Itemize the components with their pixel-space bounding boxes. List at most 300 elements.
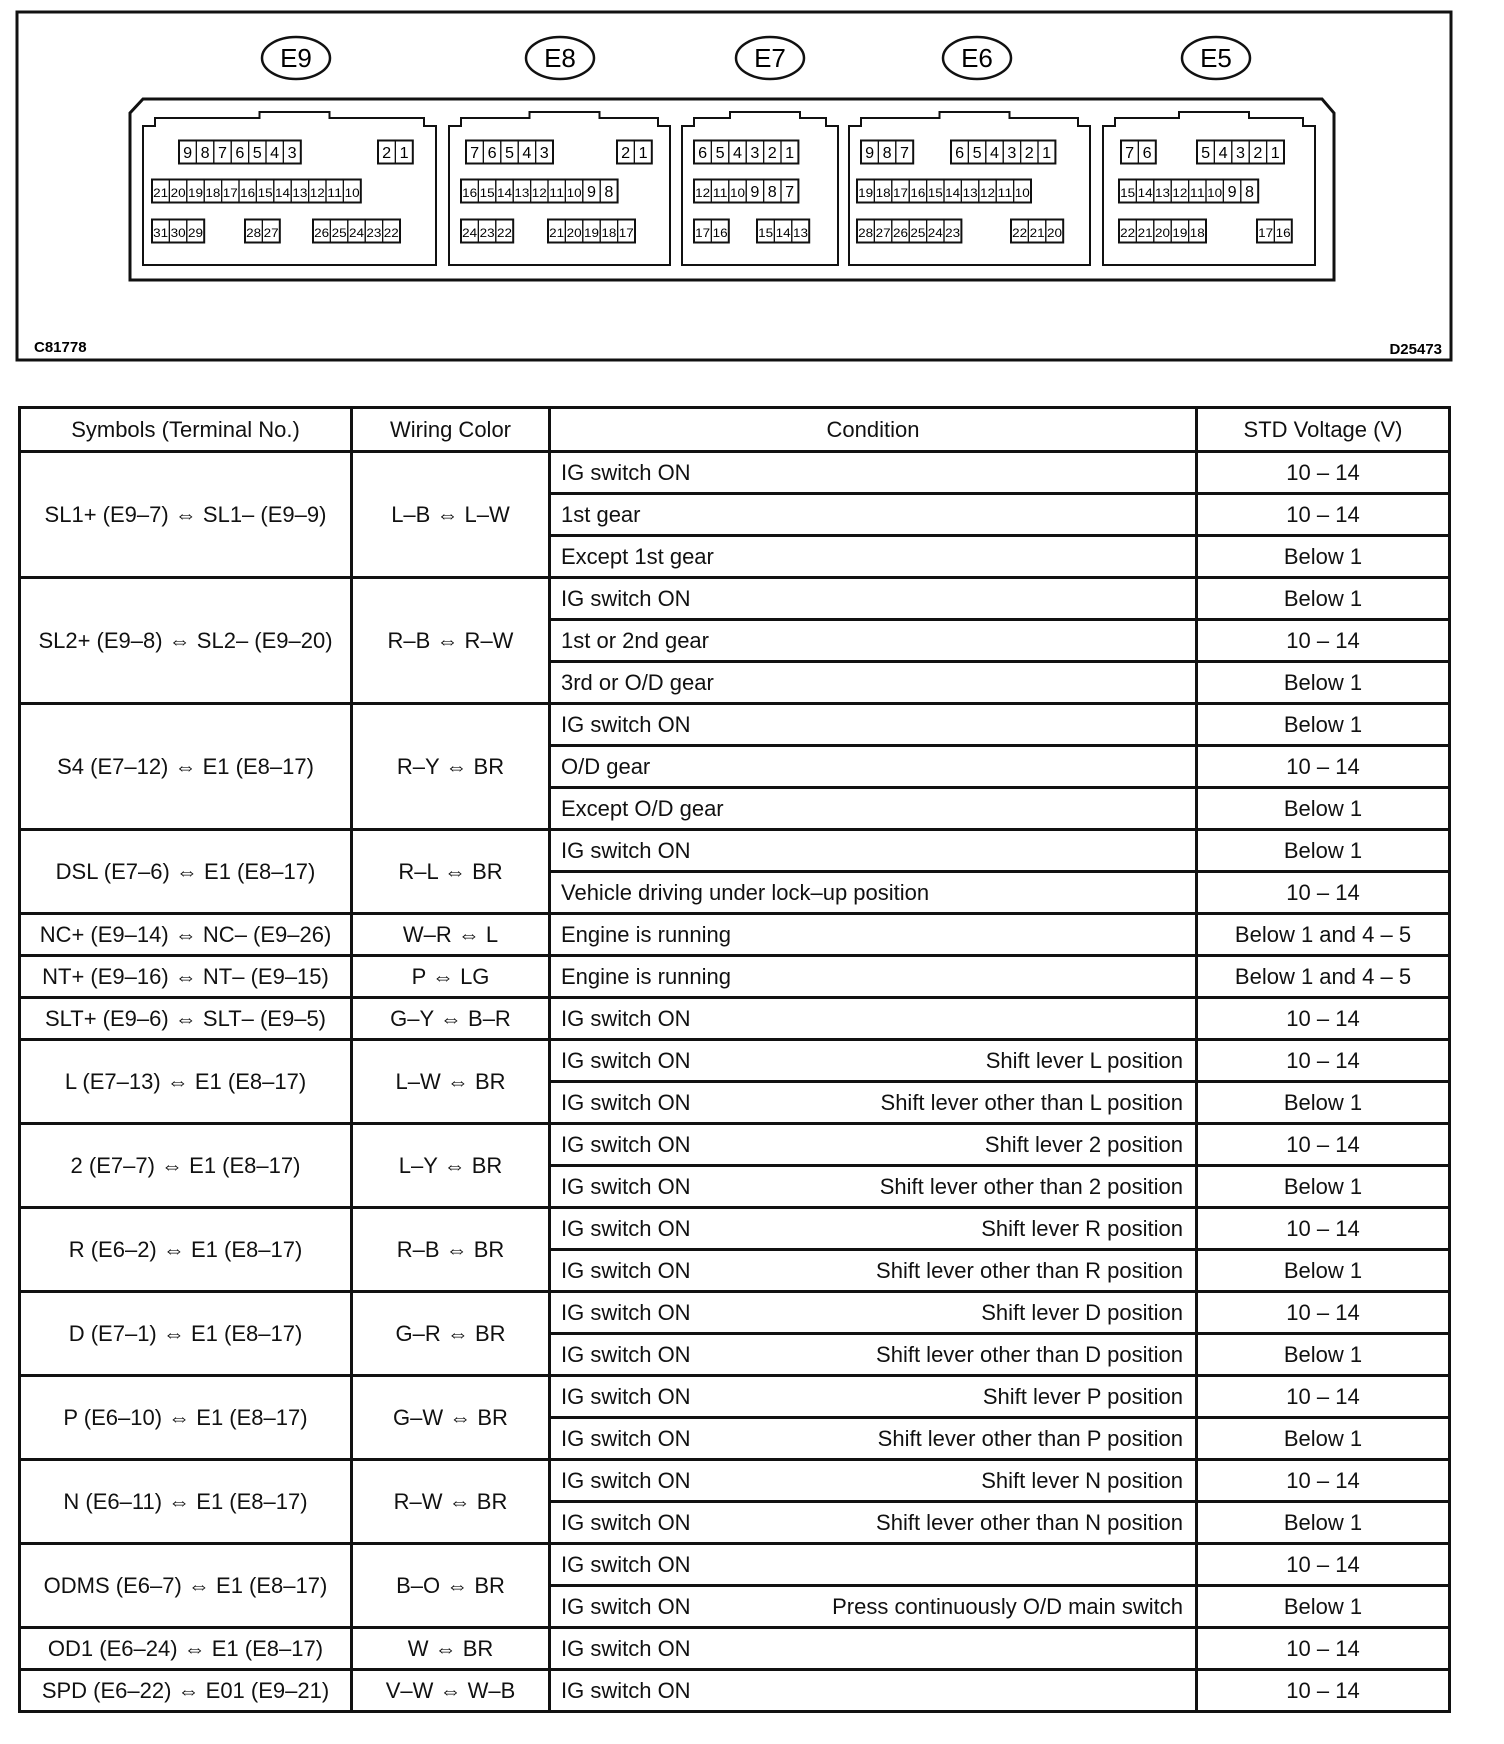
terminal-number: 28 <box>858 226 874 240</box>
terminal-number: 8 <box>882 145 892 162</box>
terminal-number: 15 <box>927 186 944 200</box>
terminal-number: 1 <box>785 145 795 162</box>
condition-text: IG switch ON <box>561 1047 691 1073</box>
std-voltage-cell: 10 – 14 <box>1197 1544 1450 1586</box>
figure-id-right: D25473 <box>1389 341 1442 358</box>
terminal-number: 15 <box>758 226 774 240</box>
std-voltage-cell: Below 1 <box>1197 830 1450 872</box>
std-voltage-cell: 10 – 14 <box>1197 1124 1450 1166</box>
terminal-number: 16 <box>910 186 926 200</box>
terminal-number: 4 <box>733 145 743 162</box>
condition-content <box>561 1216 1183 1242</box>
condition-text: IG switch ON <box>561 1089 691 1115</box>
std-voltage-cell: Below 1 and 4 – 5 <box>1197 914 1450 956</box>
condition-note: Shift lever 2 position <box>984 1131 1183 1157</box>
terminal-number: 12 <box>695 186 711 200</box>
table-row <box>20 1628 1450 1670</box>
terminal-number: 22 <box>1120 226 1136 240</box>
terminal-number: 19 <box>584 226 600 240</box>
terminal-number: 15 <box>1120 186 1136 200</box>
condition-cell <box>550 494 1197 536</box>
terminal-number: 21 <box>1029 226 1045 240</box>
connector-e8 <box>449 37 670 265</box>
terminal-symbol-cell: D (E7–1) ⇔ E1 (E8–17) <box>20 1292 352 1376</box>
condition-cell <box>550 956 1197 998</box>
condition-cell <box>550 1040 1197 1082</box>
condition-content <box>561 544 1183 570</box>
terminal-symbol-cell: P (E6–10) ⇔ E1 (E8–17) <box>20 1376 352 1460</box>
terminal-number: 28 <box>246 226 262 240</box>
condition-text: Engine is running <box>561 963 732 989</box>
condition-content <box>561 880 1183 906</box>
condition-cell <box>550 1082 1197 1124</box>
terminal-number: 8 <box>200 145 210 162</box>
terminal-number: 7 <box>900 145 910 162</box>
condition-text: IG switch ON <box>561 1299 691 1325</box>
condition-note: Press continuously O/D main switch <box>832 1593 1183 1619</box>
terminal-number: 8 <box>604 184 614 201</box>
condition-note: Shift lever other than D position <box>876 1341 1183 1367</box>
terminal-number: 21 <box>549 226 565 240</box>
std-voltage-cell: Below 1 <box>1197 1502 1450 1544</box>
std-voltage-cell: Below 1 <box>1197 1250 1450 1292</box>
terminal-number: 10 <box>1207 186 1223 200</box>
table-header-row <box>20 408 1450 452</box>
std-voltage-cell: 10 – 14 <box>1197 872 1450 914</box>
terminal-number: 2 <box>1024 145 1034 162</box>
std-voltage-cell: Below 1 <box>1197 1166 1450 1208</box>
condition-content <box>561 460 1183 486</box>
terminal-number: 12 <box>531 186 548 200</box>
condition-content <box>561 1468 1183 1494</box>
condition-text: IG switch ON <box>561 1131 691 1157</box>
condition-note: Shift lever L position <box>985 1047 1183 1073</box>
terminal-number: 4 <box>270 145 280 162</box>
terminal-number: 13 <box>1155 186 1171 200</box>
terminal-number: 9 <box>750 184 760 201</box>
condition-cell <box>550 1250 1197 1292</box>
terminal-number: 19 <box>1172 226 1188 240</box>
condition-content <box>561 1342 1183 1368</box>
terminal-number: 29 <box>188 226 204 240</box>
condition-text: 3rd or O/D gear <box>561 669 714 695</box>
wiring-color-cell: R–Y ⇔ BR <box>352 704 550 830</box>
terminal-number: 3 <box>539 145 549 162</box>
terminal-number: 16 <box>240 186 256 200</box>
terminal-number: 17 <box>222 186 239 200</box>
terminal-symbol-cell: NT+ (E9–16) ⇔ NT– (E9–15) <box>20 956 352 998</box>
terminal-number: 20 <box>1155 226 1171 240</box>
condition-content <box>561 964 1183 990</box>
terminal-number: 14 <box>775 226 791 240</box>
terminal-number: 27 <box>263 226 279 240</box>
condition-note: Shift lever other than N position <box>876 1509 1183 1535</box>
condition-content <box>561 1426 1183 1452</box>
terminal-number: 9 <box>865 145 875 162</box>
condition-text: IG switch ON <box>561 459 691 485</box>
terminal-number: 20 <box>566 226 582 240</box>
condition-text: IG switch ON <box>561 1425 691 1451</box>
table-row <box>20 1376 1450 1418</box>
terminal-number: 11 <box>1189 186 1206 200</box>
terminal-voltage-table <box>18 406 1451 1713</box>
terminal-number: 27 <box>875 226 891 240</box>
condition-content <box>561 1552 1183 1578</box>
std-voltage-cell: 10 – 14 <box>1197 746 1450 788</box>
connector-diagram <box>0 0 1504 370</box>
condition-content <box>561 1300 1183 1326</box>
terminal-number: 13 <box>793 226 809 240</box>
condition-content <box>561 1636 1183 1662</box>
terminal-number: 25 <box>910 226 926 240</box>
terminal-number: 16 <box>1275 226 1291 240</box>
std-voltage-cell: 10 – 14 <box>1197 998 1450 1040</box>
terminal-number: 22 <box>1012 226 1028 240</box>
terminal-number: 17 <box>695 226 711 240</box>
terminal-number: 2 <box>382 145 392 162</box>
condition-text: Vehicle driving under lock–up position <box>561 879 930 905</box>
condition-content <box>561 1048 1183 1074</box>
terminal-number: 9 <box>1227 184 1237 201</box>
table-row <box>20 1124 1450 1166</box>
std-voltage-cell: 10 – 14 <box>1197 1292 1450 1334</box>
std-voltage-cell: 10 – 14 <box>1197 1040 1450 1082</box>
terminal-number: 23 <box>366 226 382 240</box>
connector-e9 <box>143 37 436 265</box>
wiring-color-cell: R–L ⇔ BR <box>352 830 550 914</box>
terminal-number: 3 <box>287 145 297 162</box>
condition-content <box>561 1174 1183 1200</box>
std-voltage-cell: Below 1 <box>1197 788 1450 830</box>
condition-text: O/D gear <box>561 753 651 779</box>
wiring-color-cell: G–R ⇔ BR <box>352 1292 550 1376</box>
terminal-number: 30 <box>170 226 186 240</box>
terminal-number: 3 <box>1007 145 1017 162</box>
condition-text: IG switch ON <box>561 1173 691 1199</box>
wiring-color-cell: R–W ⇔ BR <box>352 1460 550 1544</box>
std-voltage-cell: Below 1 <box>1197 536 1450 578</box>
condition-text: Engine is running <box>561 921 732 947</box>
condition-cell <box>550 536 1197 578</box>
table-row <box>20 1544 1450 1586</box>
header-symbols: Symbols (Terminal No.) <box>20 408 352 452</box>
terminal-number: 7 <box>785 184 795 201</box>
wiring-color-cell: R–B ⇔ BR <box>352 1208 550 1292</box>
condition-content <box>561 1678 1183 1704</box>
condition-text: Except O/D gear <box>561 795 724 821</box>
std-voltage-cell: 10 – 14 <box>1197 1628 1450 1670</box>
condition-content <box>561 1594 1183 1620</box>
terminal-number: 21 <box>1137 226 1153 240</box>
condition-cell <box>550 1292 1197 1334</box>
std-voltage-cell: 10 – 14 <box>1197 1670 1450 1712</box>
table-body <box>20 452 1450 1712</box>
condition-content <box>561 586 1183 612</box>
connector-label: E9 <box>280 43 312 73</box>
condition-note: Shift lever D position <box>981 1299 1183 1325</box>
condition-text: IG switch ON <box>561 585 691 611</box>
terminal-number: 1 <box>1270 145 1280 162</box>
std-voltage-cell: 10 – 14 <box>1197 494 1450 536</box>
condition-content <box>561 1132 1183 1158</box>
condition-cell <box>550 620 1197 662</box>
condition-cell <box>550 998 1197 1040</box>
terminal-number: 18 <box>1189 226 1206 240</box>
header-wiring-color: Wiring Color <box>352 408 550 452</box>
terminal-number: 20 <box>1047 226 1063 240</box>
terminal-symbol-cell: 2 (E7–7) ⇔ E1 (E8–17) <box>20 1124 352 1208</box>
condition-content <box>561 1006 1183 1032</box>
terminal-symbol-cell: SPD (E6–22) ⇔ E01 (E9–21) <box>20 1670 352 1712</box>
terminal-number: 11 <box>712 186 728 200</box>
terminal-symbol-cell: OD1 (E6–24) ⇔ E1 (E8–17) <box>20 1628 352 1670</box>
terminal-number: 7 <box>470 145 480 162</box>
condition-note: Shift lever other than L position <box>880 1089 1183 1115</box>
terminal-number: 7 <box>1125 145 1135 162</box>
terminal-number: 15 <box>479 186 495 200</box>
terminal-symbol-cell: S4 (E7–12) ⇔ E1 (E8–17) <box>20 704 352 830</box>
condition-text: IG switch ON <box>561 1467 691 1493</box>
terminal-number: 19 <box>188 186 204 200</box>
terminal-number: 12 <box>309 186 326 200</box>
condition-text: IG switch ON <box>561 1257 691 1283</box>
condition-text: IG switch ON <box>561 1677 691 1703</box>
std-voltage-cell: Below 1 and 4 – 5 <box>1197 956 1450 998</box>
terminal-number: 12 <box>1172 186 1188 200</box>
header-std-voltage: STD Voltage (V) <box>1197 408 1450 452</box>
condition-note: Shift lever other than R position <box>876 1257 1183 1283</box>
wiring-color-cell: W–R ⇔ L <box>352 914 550 956</box>
terminal-number: 13 <box>962 186 978 200</box>
condition-cell <box>550 914 1197 956</box>
std-voltage-cell: 10 – 14 <box>1197 1460 1450 1502</box>
terminal-number: 5 <box>1201 145 1211 162</box>
terminal-number: 11 <box>549 186 565 200</box>
terminal-number: 5 <box>715 145 725 162</box>
terminal-number: 14 <box>497 186 513 200</box>
std-voltage-cell: 10 – 14 <box>1197 452 1450 494</box>
condition-cell <box>550 1166 1197 1208</box>
connector-label: E7 <box>754 43 786 73</box>
terminal-number: 3 <box>750 145 760 162</box>
terminal-number: 11 <box>997 186 1013 200</box>
terminal-number: 8 <box>1245 184 1255 201</box>
wiring-color-cell: L–Y ⇔ BR <box>352 1124 550 1208</box>
condition-content <box>561 838 1183 864</box>
terminal-number: 8 <box>767 184 777 201</box>
condition-content <box>561 628 1183 654</box>
wiring-color-cell: L–W ⇔ BR <box>352 1040 550 1124</box>
terminal-number: 6 <box>698 145 708 162</box>
table-row <box>20 452 1450 494</box>
condition-cell <box>550 746 1197 788</box>
wiring-color-cell: L–B ⇔ L–W <box>352 452 550 578</box>
std-voltage-cell: 10 – 14 <box>1197 620 1450 662</box>
terminal-number: 11 <box>327 186 343 200</box>
wiring-color-cell: V–W ⇔ W–B <box>352 1670 550 1712</box>
terminal-number: 17 <box>618 226 635 240</box>
terminal-number: 22 <box>383 226 400 240</box>
std-voltage-cell: Below 1 <box>1197 1334 1450 1376</box>
condition-text: IG switch ON <box>561 1215 691 1241</box>
terminal-number: 1 <box>399 145 409 162</box>
condition-note: Shift lever R position <box>981 1215 1183 1241</box>
terminal-number: 5 <box>972 145 982 162</box>
std-voltage-cell: Below 1 <box>1197 1418 1450 1460</box>
header-condition: Condition <box>550 408 1197 452</box>
condition-cell <box>550 1460 1197 1502</box>
table-row <box>20 1040 1450 1082</box>
condition-cell <box>550 452 1197 494</box>
table-row <box>20 1460 1450 1502</box>
table-row <box>20 704 1450 746</box>
terminal-symbol-cell: SL1+ (E9–7) ⇔ SL1– (E9–9) <box>20 452 352 578</box>
condition-text: IG switch ON <box>561 837 691 863</box>
terminal-number: 21 <box>153 186 169 200</box>
condition-text: 1st or 2nd gear <box>561 627 709 653</box>
wiring-color-cell: B–O ⇔ BR <box>352 1544 550 1628</box>
std-voltage-cell: 10 – 14 <box>1197 1376 1450 1418</box>
condition-content <box>561 502 1183 528</box>
condition-text: IG switch ON <box>561 1635 691 1661</box>
terminal-number: 9 <box>183 145 193 162</box>
terminal-number: 17 <box>893 186 909 200</box>
terminal-number: 23 <box>479 226 495 240</box>
terminal-number: 14 <box>275 186 291 200</box>
condition-text: IG switch ON <box>561 1005 691 1031</box>
terminal-number: 18 <box>875 186 891 200</box>
condition-text: IG switch ON <box>561 1593 691 1619</box>
terminal-number: 5 <box>505 145 515 162</box>
condition-cell <box>550 1334 1197 1376</box>
condition-cell <box>550 1628 1197 1670</box>
table-row <box>20 914 1450 956</box>
wiring-color-cell: P ⇔ LG <box>352 956 550 998</box>
condition-cell <box>550 1124 1197 1166</box>
connector-e6 <box>849 37 1090 265</box>
condition-content <box>561 1090 1183 1116</box>
terminal-number: 9 <box>587 184 597 201</box>
table-row <box>20 956 1450 998</box>
terminal-number: 10 <box>344 186 360 200</box>
terminal-number: 24 <box>927 226 944 240</box>
terminal-number: 4 <box>1218 145 1228 162</box>
condition-cell <box>550 1208 1197 1250</box>
condition-cell <box>550 704 1197 746</box>
terminal-symbol-cell: SLT+ (E9–6) ⇔ SLT– (E9–5) <box>20 998 352 1040</box>
condition-cell <box>550 1670 1197 1712</box>
terminal-number: 2 <box>1253 145 1263 162</box>
table-row <box>20 830 1450 872</box>
condition-text: IG switch ON <box>561 1551 691 1577</box>
condition-content <box>561 922 1183 948</box>
connector-e5 <box>1103 37 1315 265</box>
std-voltage-cell: Below 1 <box>1197 704 1450 746</box>
terminal-symbol-cell: N (E6–11) ⇔ E1 (E8–17) <box>20 1460 352 1544</box>
connector-label: E8 <box>544 43 576 73</box>
condition-note: Shift lever P position <box>982 1383 1183 1409</box>
condition-content <box>561 1258 1183 1284</box>
terminal-number: 16 <box>712 226 728 240</box>
terminal-number: 6 <box>1142 145 1152 162</box>
figure-id-left: C81778 <box>34 339 87 356</box>
terminal-number: 2 <box>621 145 631 162</box>
terminal-number: 4 <box>990 145 1000 162</box>
condition-cell <box>550 1544 1197 1586</box>
condition-cell <box>550 662 1197 704</box>
condition-content <box>561 1510 1183 1536</box>
terminal-symbol-cell: ODMS (E6–7) ⇔ E1 (E8–17) <box>20 1544 352 1628</box>
condition-cell <box>550 872 1197 914</box>
terminal-number: 7 <box>218 145 228 162</box>
std-voltage-cell: Below 1 <box>1197 1586 1450 1628</box>
std-voltage-cell: Below 1 <box>1197 1082 1450 1124</box>
terminal-symbol-cell: NC+ (E9–14) ⇔ NC– (E9–26) <box>20 914 352 956</box>
wiring-color-cell: W ⇔ BR <box>352 1628 550 1670</box>
terminal-number: 24 <box>349 226 365 240</box>
table-row <box>20 1208 1450 1250</box>
terminal-number: 25 <box>331 226 347 240</box>
condition-note: Shift lever other than 2 position <box>879 1173 1183 1199</box>
condition-cell <box>550 1418 1197 1460</box>
wiring-color-cell: G–Y ⇔ B–R <box>352 998 550 1040</box>
connector-e7 <box>682 37 838 265</box>
condition-cell <box>550 1376 1197 1418</box>
condition-cell <box>550 578 1197 620</box>
wiring-color-cell: G–W ⇔ BR <box>352 1376 550 1460</box>
table-row <box>20 998 1450 1040</box>
table-row <box>20 578 1450 620</box>
condition-text: IG switch ON <box>561 1509 691 1535</box>
wiring-color-cell: R–B ⇔ R–W <box>352 578 550 704</box>
terminal-number: 13 <box>292 186 308 200</box>
terminal-symbol-cell: DSL (E7–6) ⇔ E1 (E8–17) <box>20 830 352 914</box>
terminal-number: 14 <box>945 186 961 200</box>
condition-text: IG switch ON <box>561 1341 691 1367</box>
std-voltage-cell: Below 1 <box>1197 578 1450 620</box>
terminal-number: 10 <box>566 186 582 200</box>
terminal-number: 14 <box>1137 186 1153 200</box>
terminal-number: 3 <box>1236 145 1246 162</box>
condition-text: IG switch ON <box>561 711 691 737</box>
terminal-number: 20 <box>170 186 186 200</box>
terminal-number: 26 <box>893 226 909 240</box>
terminal-number: 24 <box>462 226 478 240</box>
terminal-number: 26 <box>314 226 330 240</box>
terminal-number: 17 <box>1258 226 1274 240</box>
terminal-number: 12 <box>980 186 996 200</box>
terminal-number: 22 <box>497 226 513 240</box>
std-voltage-cell: Below 1 <box>1197 662 1450 704</box>
terminal-number: 5 <box>252 145 262 162</box>
terminal-number: 18 <box>205 186 221 200</box>
terminal-number: 6 <box>487 145 497 162</box>
condition-note: Shift lever other than P position <box>877 1425 1183 1451</box>
terminal-number: 18 <box>601 226 617 240</box>
terminal-number: 6 <box>235 145 245 162</box>
terminal-number: 6 <box>955 145 965 162</box>
condition-content <box>561 670 1183 696</box>
std-voltage-cell: 10 – 14 <box>1197 1208 1450 1250</box>
terminal-symbol-cell: L (E7–13) ⇔ E1 (E8–17) <box>20 1040 352 1124</box>
table-row <box>20 1670 1450 1712</box>
terminal-symbol-cell: R (E6–2) ⇔ E1 (E8–17) <box>20 1208 352 1292</box>
connector-label: E6 <box>961 43 993 73</box>
terminal-number: 19 <box>858 186 874 200</box>
condition-note: Shift lever N position <box>981 1467 1183 1493</box>
terminal-number: 16 <box>462 186 478 200</box>
connector-label: E5 <box>1200 43 1232 73</box>
